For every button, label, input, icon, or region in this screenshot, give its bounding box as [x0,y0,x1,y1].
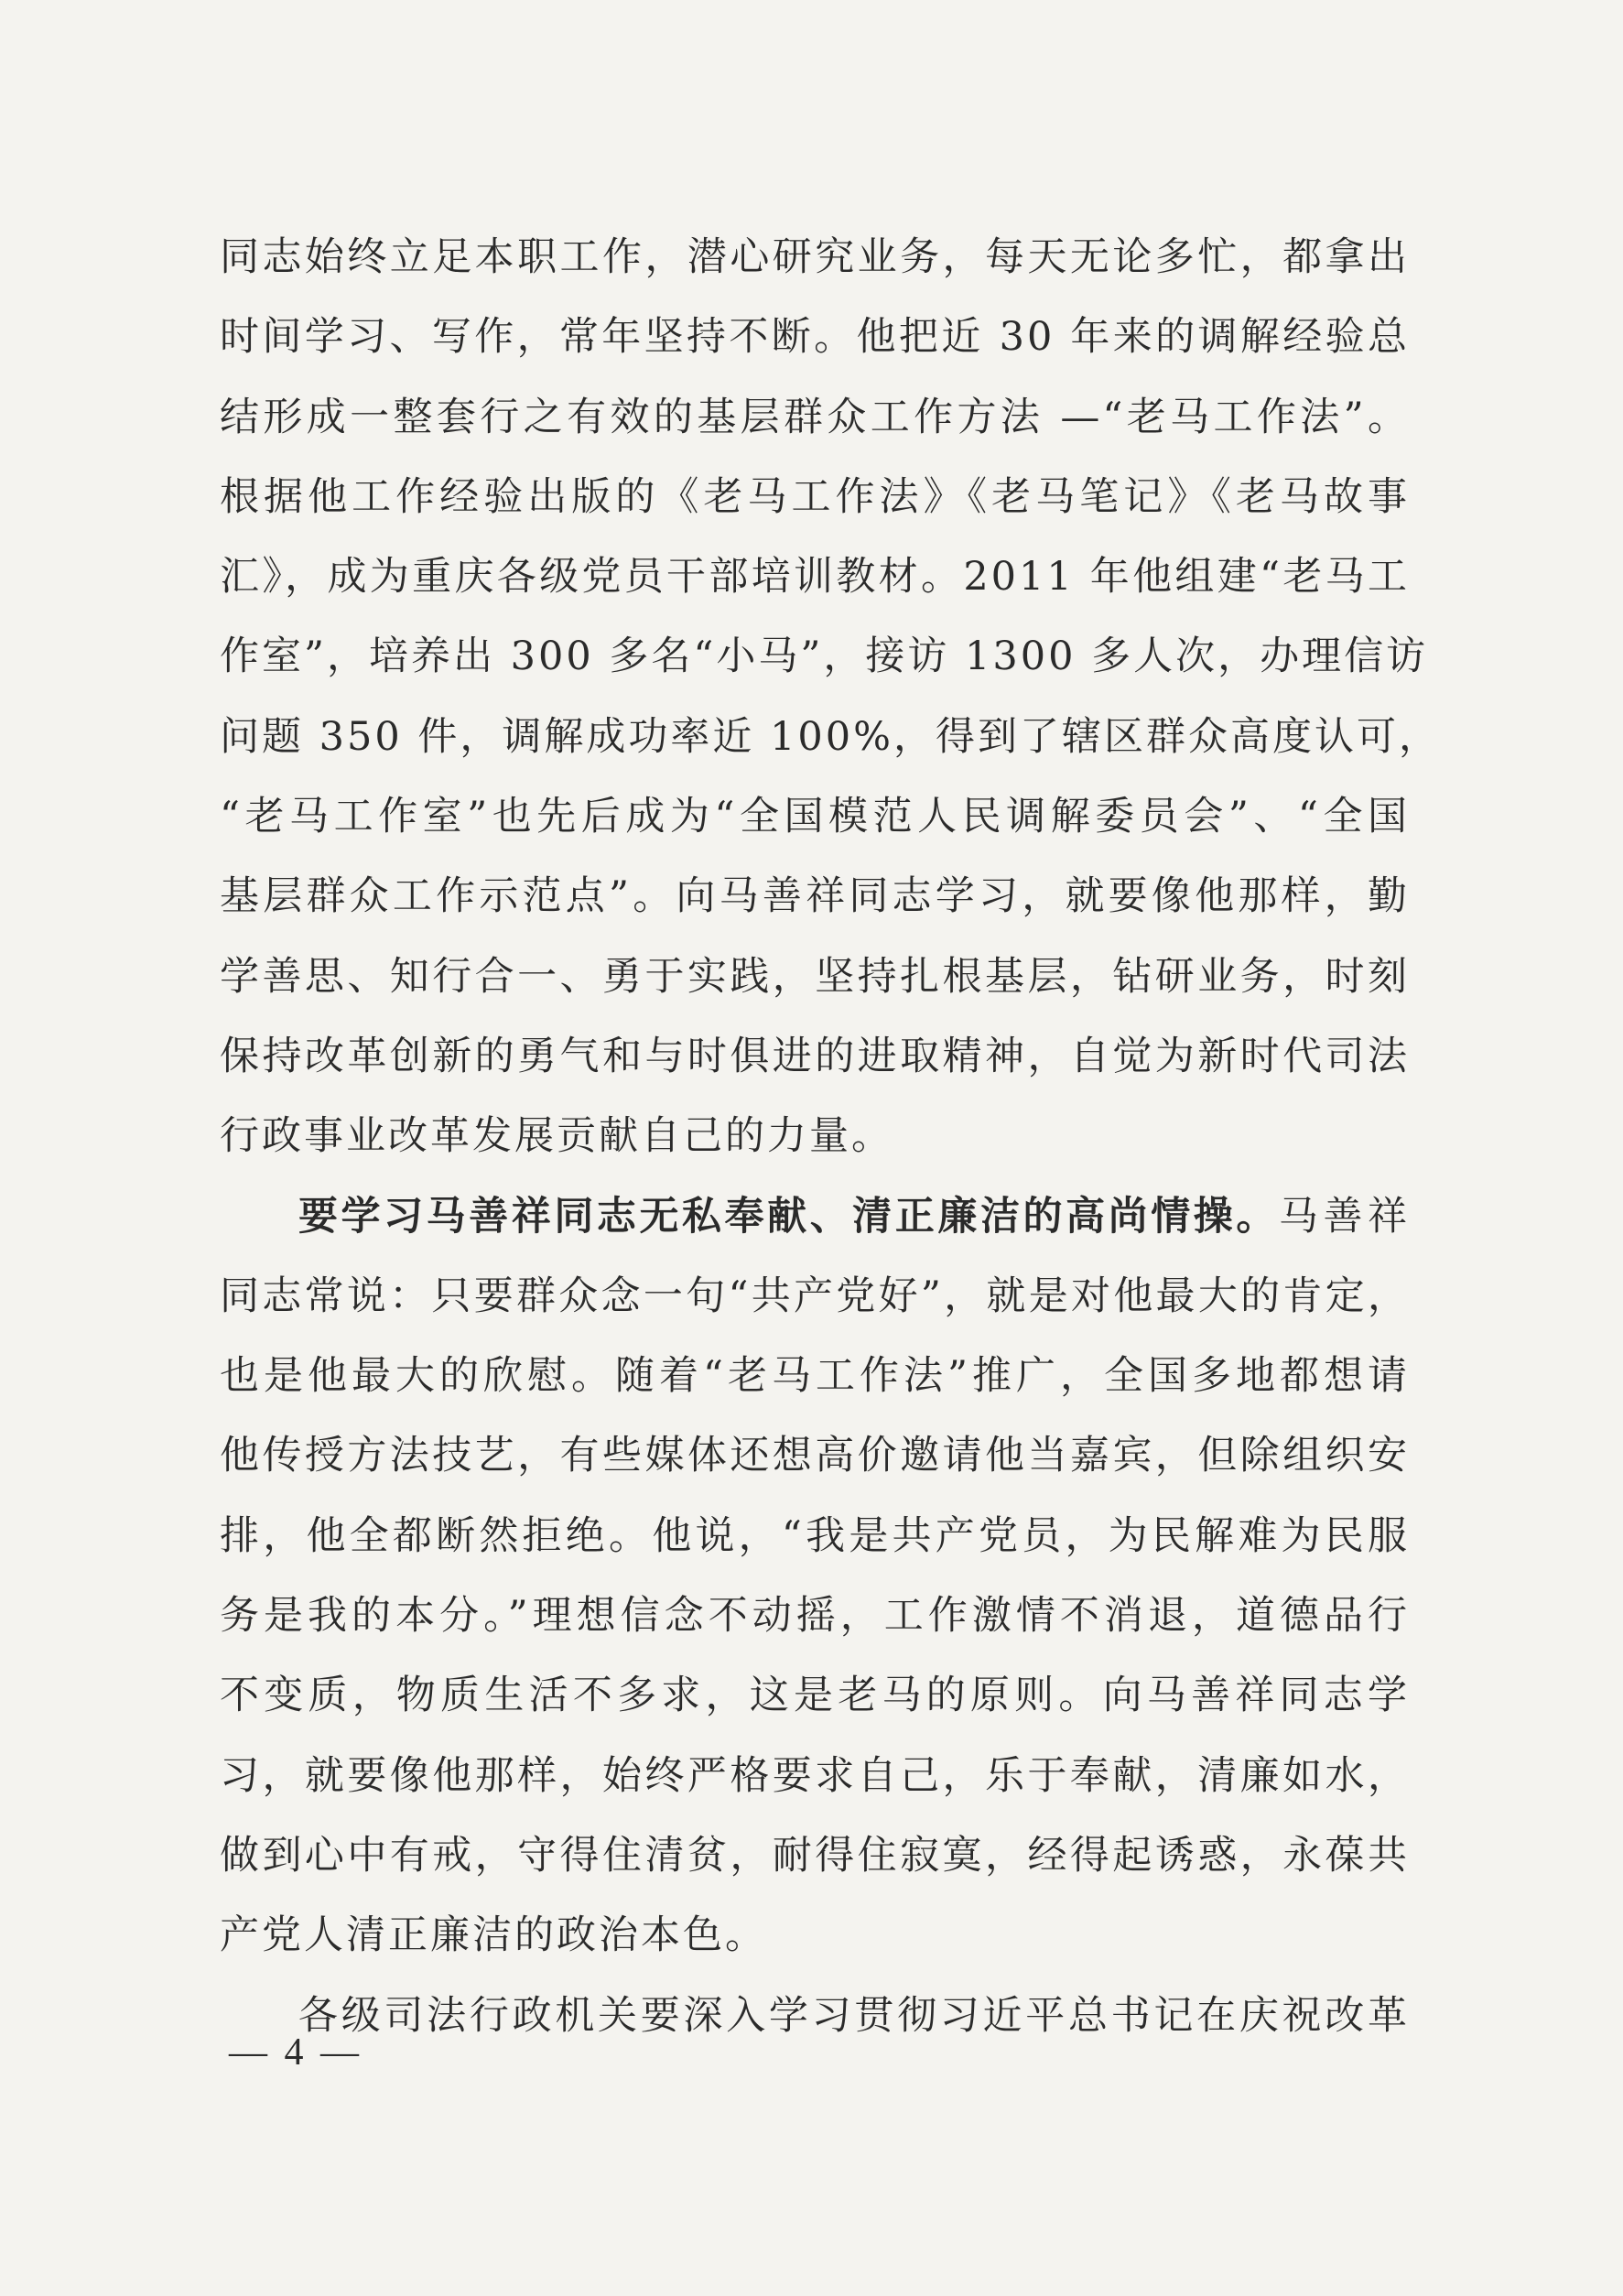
paragraph-line: 时间学习、写作，常年坚持不断。他把近 30 年来的调解经验总 [220,314,1410,361]
paragraph-line: 结形成一整套行之有效的基层群众工作方法 —“老马工作法”。 [220,394,1410,440]
paragraph-line: 行政事业改革发展贡献自己的力量。 [220,1113,893,1160]
paragraph-line: 也是他最大的欣慰。随着“老马工作法”推广，全国多地都想请 [220,1353,1410,1400]
section-heading: 要学习马善祥同志无私奉献、清正廉洁的高尚情操。 [298,1193,1279,1240]
paragraph-heading-line [220,1177,1410,1257]
paragraph-line: 保持改革创新的勇气和与时俱进的进取精神，自觉为新时代司法 [220,1033,1410,1079]
paragraph-line: 习，就要像他那样，始终严格要求自己，乐于奉献，清廉如水， [220,1752,1410,1799]
paragraph-line: 不变质，物质生活不多求，这是老马的原则。向马善祥同志学 [220,1673,1410,1719]
paragraph-line: 同志常说：只要群众念一句“共产党好”，就是对他最大的肯定， [220,1273,1410,1319]
paragraph-line: 基层群众工作示范点”。向马善祥同志学习，就要像他那样，勤 [220,873,1410,920]
paragraph-line: 同志始终立足本职工作，潜心研究业务，每天无论多忙，都拿出 [220,234,1410,280]
paragraph-line: 问题 350 件，调解成功率近 100%，得到了辖区群众高度认可， [220,713,1442,760]
paragraph-line: 汇》，成为重庆各级党员干部培训教材。2011 年他组建“老马工 [220,554,1410,601]
paragraph-line: 作室”，培养出 300 多名“小马”，接访 1300 多人次，办理信访 [220,634,1429,680]
paragraph-line: “老马工作室”也先后成为“全国模范人民调解委员会”、“全国 [220,794,1410,840]
paragraph-line: 排，他全都断然拒绝。他说，“我是共产党员，为民解难为民服 [220,1512,1410,1559]
body-text [220,218,1442,2056]
page-number: — 4 — [229,2031,362,2074]
paragraph-line: 学善思、知行合一、勇于实践，坚持扎根基层，钻研业务，时刻 [220,953,1410,1000]
paragraph-line: 他传授方法技艺，有些媒体还想高价邀请他当嘉宾，但除组织安 [220,1433,1410,1479]
paragraph-line-continuation: 马善祥 [1278,1193,1411,1240]
paragraph-line: 做到心中有戒，守得住清贫，耐得住寂寞，经得起诱惑，永葆共 [220,1832,1410,1879]
paragraph-line: 各级司法行政机关要深入学习贯彻习近平总书记在庆祝改革 [298,1992,1410,2039]
paragraph-line: 务是我的本分。”理想信念不动摇，工作激情不消退，道德品行 [220,1593,1410,1640]
paragraph-line: 根据他工作经验出版的《老马工作法》《老马笔记》《老马故事 [220,473,1410,520]
paragraph-line: 产党人清正廉洁的政治本色。 [220,1912,767,1959]
